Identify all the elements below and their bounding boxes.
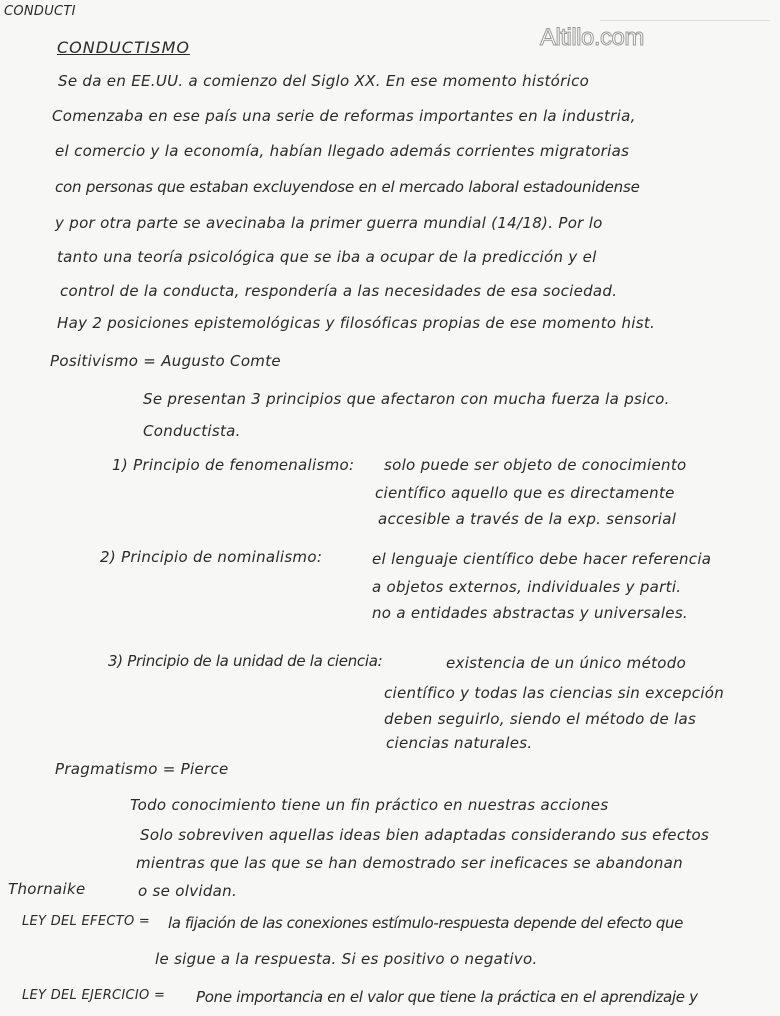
ley-efecto-text: le sigue a la respuesta. Si es positivo o negativo. bbox=[155, 950, 538, 968]
intro-line: y por otra parte se avecinaba la primer guerra mundial (14/18). Por lo bbox=[55, 214, 603, 232]
ley-efecto-label: LEY DEL EFECTO = bbox=[22, 914, 151, 929]
intro-line: con personas que estaban excluyendose en el mercado laboral estadounidense bbox=[55, 178, 640, 196]
ley-efecto-text: la fijación de las conexiones estímulo-respuesta depende del efecto que bbox=[168, 914, 683, 932]
principle-label: 2) Principio de nominalismo: bbox=[100, 548, 323, 566]
intro-line: Se da en EE.UU. a comienzo del Siglo XX. En ese momento histórico bbox=[58, 72, 590, 90]
intro-line: Hay 2 posiciones epistemológicas y filosóficas propias de ese momento hist. bbox=[57, 314, 656, 332]
watermark: Altillo.com bbox=[540, 24, 644, 51]
principle-label: 3) Principio de la unidad de la ciencia: bbox=[108, 652, 383, 670]
intro-line: Comenzaba en ese país una serie de reformas importantes en la industria, bbox=[52, 107, 636, 125]
principle-text: no a entidades abstractas y universales. bbox=[372, 604, 688, 622]
bleed-through-line bbox=[600, 20, 770, 21]
pragmatismo-line: mientras que las que se han demostrado ser ineficaces se abandonan bbox=[136, 854, 683, 872]
principle-text: deben seguirlo, siendo el método de las bbox=[384, 710, 697, 728]
intro-line: tanto una teoría psicológica que se iba a ocupar de la predicción y el bbox=[57, 248, 597, 266]
principle-text: científico aquello que es directamente bbox=[375, 484, 675, 502]
pragmatismo-line: Todo conocimiento tiene un fin práctico en nuestras acciones bbox=[130, 796, 609, 814]
principle-text: existencia de un único método bbox=[446, 654, 687, 672]
principle-text: solo puede ser objeto de conocimiento bbox=[384, 456, 687, 474]
corner-note: CONDUCTI bbox=[4, 4, 76, 19]
principle-text: accesible a través de la exp. sensorial bbox=[378, 510, 677, 528]
pragmatismo-line: o se olvidan. bbox=[138, 882, 238, 900]
ley-ejercicio-label: LEY DEL EJERCICIO = bbox=[22, 988, 166, 1003]
principle-label: 1) Principio de fenomenalismo: bbox=[112, 456, 355, 474]
margin-note: Thornaike bbox=[8, 880, 86, 898]
pragmatismo-heading: Pragmatismo = Pierce bbox=[55, 760, 229, 778]
positivismo-intro: Se presentan 3 principios que afectaron con mucha fuerza la psico. bbox=[143, 390, 670, 408]
pragmatismo-line: Solo sobreviven aquellas ideas bien adaptadas considerando sus efectos bbox=[140, 826, 710, 844]
intro-line: control de la conducta, respondería a las necesidades de esa sociedad. bbox=[60, 282, 618, 300]
page-title: CONDUCTISMO bbox=[57, 38, 190, 57]
positivismo-heading: Positivismo = Augusto Comte bbox=[50, 352, 281, 370]
principle-text: a objetos externos, individuales y parti. bbox=[372, 578, 682, 596]
principle-text: ciencias naturales. bbox=[386, 734, 533, 752]
principle-text: científico y todas las ciencias sin excepción bbox=[384, 684, 725, 702]
principle-text: el lenguaje científico debe hacer referencia bbox=[372, 550, 712, 568]
ley-ejercicio-text: Pone importancia en el valor que tiene la práctica en el aprendizaje y bbox=[196, 988, 698, 1006]
intro-line: el comercio y la economía, habían llegado además corrientes migratorias bbox=[55, 142, 630, 160]
positivismo-intro: Conductista. bbox=[143, 422, 241, 440]
